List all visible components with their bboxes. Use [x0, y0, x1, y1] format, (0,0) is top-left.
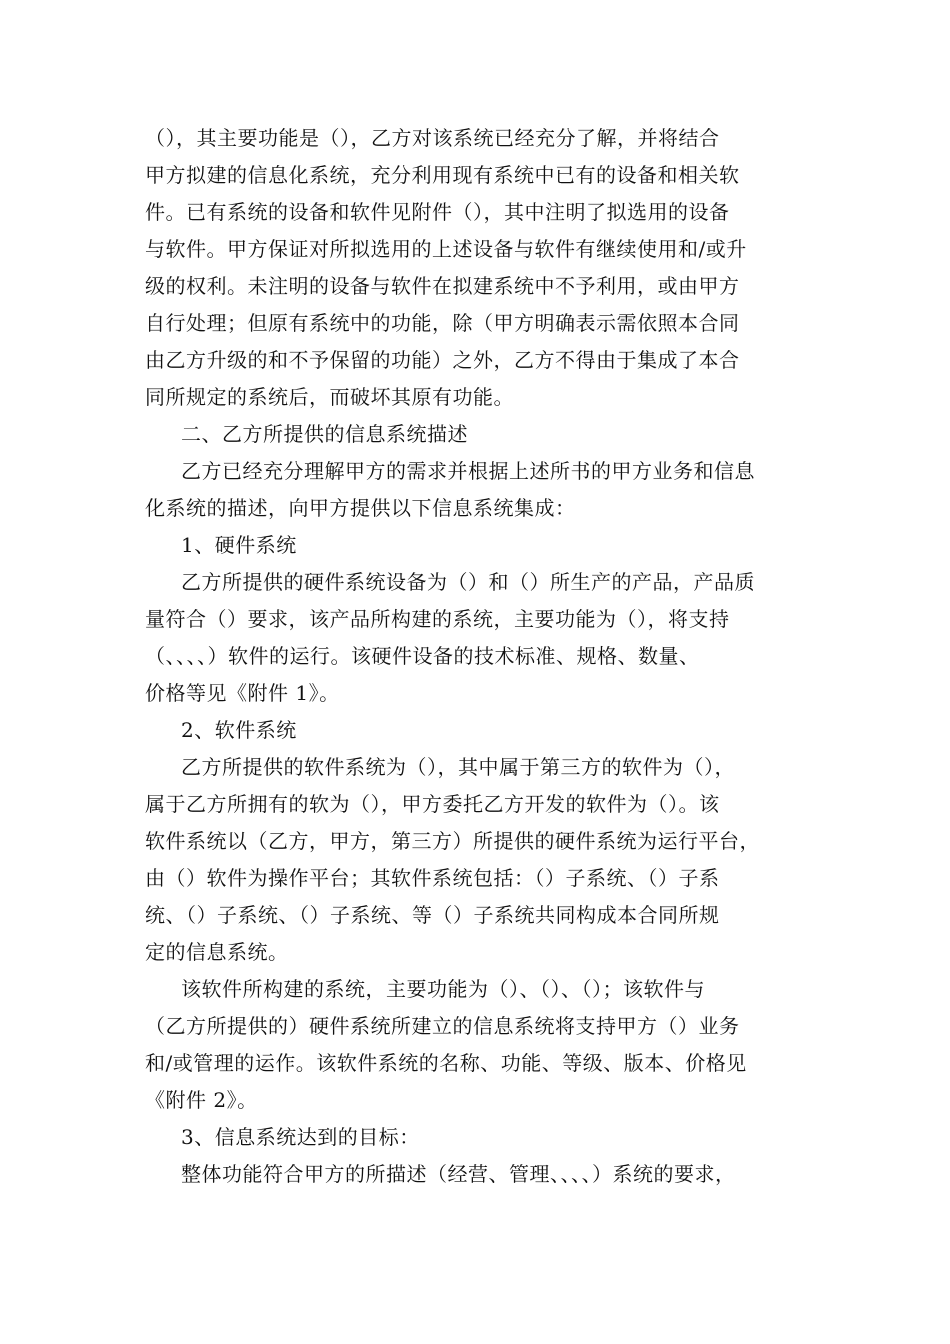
text-line: 和/或管理的运作。该软件系统的名称、功能、等级、版本、价格见 [145, 1051, 747, 1075]
text-line: 属于乙方所拥有的软为（），甲方委托乙方开发的软件为（）。该 [145, 792, 720, 816]
text-line: 整体功能符合甲方的所描述（经营、管理、、、、）系统的要求， [181, 1162, 736, 1186]
text-line: 乙方已经充分理解甲方的需求并根据上述所书的甲方业务和信息 [181, 459, 755, 483]
text-line: 同所规定的系统后，而破坏其原有功能。 [145, 385, 514, 409]
text-line: 乙方所提供的硬件系统设备为（）和（）所生产的产品，产品质 [181, 570, 755, 594]
text-line: 级的权利。未注明的设备与软件在拟建系统中不予利用，或由甲方 [145, 274, 740, 298]
text-line: （），其主要功能是（），乙方对该系统已经充分了解，并将结合 [145, 126, 720, 150]
text-line: 《附件 2》。 [145, 1088, 258, 1112]
text-line: 二、乙方所提供的信息系统描述 [181, 422, 468, 446]
text-line: 与软件。甲方保证对所拟选用的上述设备与软件有继续使用和/或升 [145, 237, 747, 261]
text-line: 件。已有系统的设备和软件见附件（），其中注明了拟选用的设备 [145, 200, 730, 224]
text-line: 乙方所提供的软件系统为（），其中属于第三方的软件为（）， [181, 755, 735, 779]
text-line: （、、、、）软件的运行。该硬件设备的技术标准、规格、数量、 [145, 644, 700, 668]
text-line: 由（）软件为操作平台；其软件系统包括：（）子系统、（）子系 [145, 866, 720, 890]
text-line: （乙方所提供的）硬件系统所建立的信息系统将支持甲方（）业务 [145, 1014, 740, 1038]
text-line: 定的信息系统。 [145, 940, 289, 964]
text-line: 自行处理；但原有系统中的功能，除（甲方明确表示需依照本合同 [145, 311, 740, 335]
text-line: 价格等见《附件 1》。 [145, 681, 340, 705]
text-line: 由乙方升级的和不予保留的功能）之外，乙方不得由于集成了本合 [145, 348, 740, 372]
document-body [145, 120, 815, 1193]
text-line: 软件系统以（乙方，甲方，第三方）所提供的硬件系统为运行平台， [145, 829, 760, 853]
text-line: 该软件所构建的系统，主要功能为（）、（）、（）；该软件与 [181, 977, 705, 1001]
text-line: 量符合（）要求，该产品所构建的系统，主要功能为（），将支持 [145, 607, 730, 631]
text-line: 甲方拟建的信息化系统，充分利用现有系统中已有的设备和相关软 [145, 163, 740, 187]
text-line: 2、软件系统 [181, 718, 297, 742]
text-line: 1、硬件系统 [181, 533, 297, 557]
text-line: 3、信息系统达到的目标： [181, 1125, 420, 1149]
text-line: 统、（）子系统、（）子系统、等（）子系统共同构成本合同所规 [145, 903, 720, 927]
text-line: 化系统的描述，向甲方提供以下信息系统集成： [145, 496, 576, 520]
